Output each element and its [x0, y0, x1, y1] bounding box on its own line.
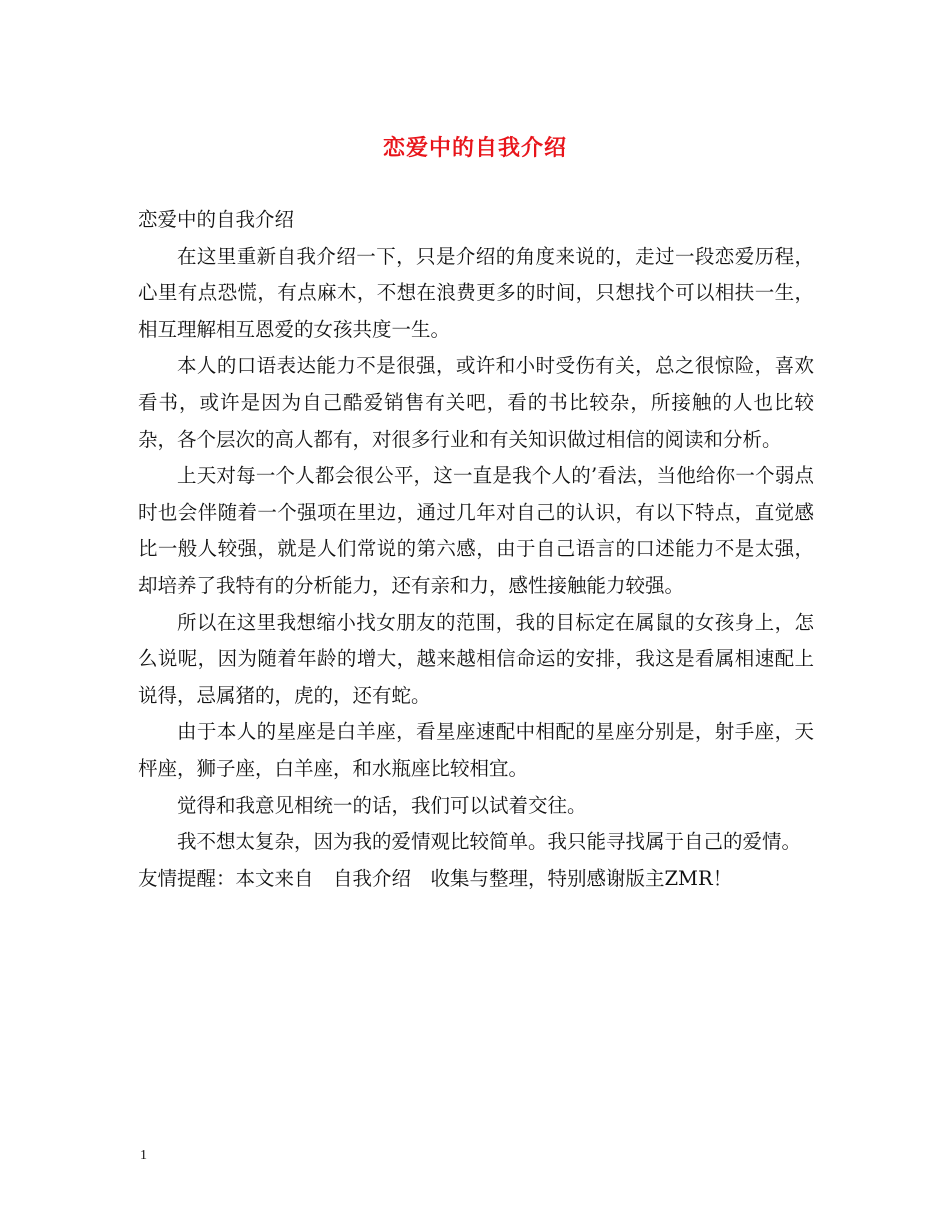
document-title: 恋爱中的自我介绍	[382, 135, 567, 161]
section-heading: 恋爱中的自我介绍	[138, 208, 295, 231]
paragraph: 上天对每一个人都会很公平，这一直是我个人的’看法，当他给你一个弱点时也会伴随着一个强项在里边，通过几年对自己的认识，有以下特点，直觉感比一般人较强，就是人们常说的第六感，由于自己语言的口述能力不是太强，却培养了我特有的分析能力，还有亲和力，感性接触能力较强。	[138, 464, 814, 597]
page-number: 1	[140, 1148, 147, 1163]
paragraph: 觉得和我意见相统一的话，我们可以试着交往。	[177, 793, 587, 817]
paragraph: 在这里重新自我介绍一下，只是介绍的角度来说的，走过一段恋爱历程，心里有点恐慌，有点麻木，不想在浪费更多的时间，只想找个可以相扶一生，相互理解相互恩爱的女孩共度一生。	[138, 244, 814, 341]
paragraph: 所以在这里我想缩小找女朋友的范围，我的目标定在属鼠的女孩身上，怎么说呢，因为随着年龄的增大，越来越相信命运的安排，我这是看属相速配上说得，忌属猪的，虎的，还有蛇。	[138, 610, 814, 707]
footer-note: 友情提醒：本文来自 自我介绍 收集与整理，特别感谢版主ZMR！	[138, 866, 733, 890]
paragraph: 本人的口语表达能力不是很强，或许和小时受伤有关，总之很惊险，喜欢看书，或许是因为自己酷爱销售有关吧，看的书比较杂，所接触的人也比较杂，各个层次的高人都有，对很多行业和有关知识做过相信的阅读和分析。	[138, 354, 814, 451]
paragraph: 由于本人的星座是白羊座，看星座速配中相配的星座分别是，射手座，天枰座，狮子座，白羊座，和水瓶座比较相宜。	[138, 720, 814, 780]
paragraph: 我不想太复杂，因为我的爱情观比较简单。我只能寻找属于自己的爱情。	[177, 830, 802, 854]
document-body	[138, 202, 814, 897]
